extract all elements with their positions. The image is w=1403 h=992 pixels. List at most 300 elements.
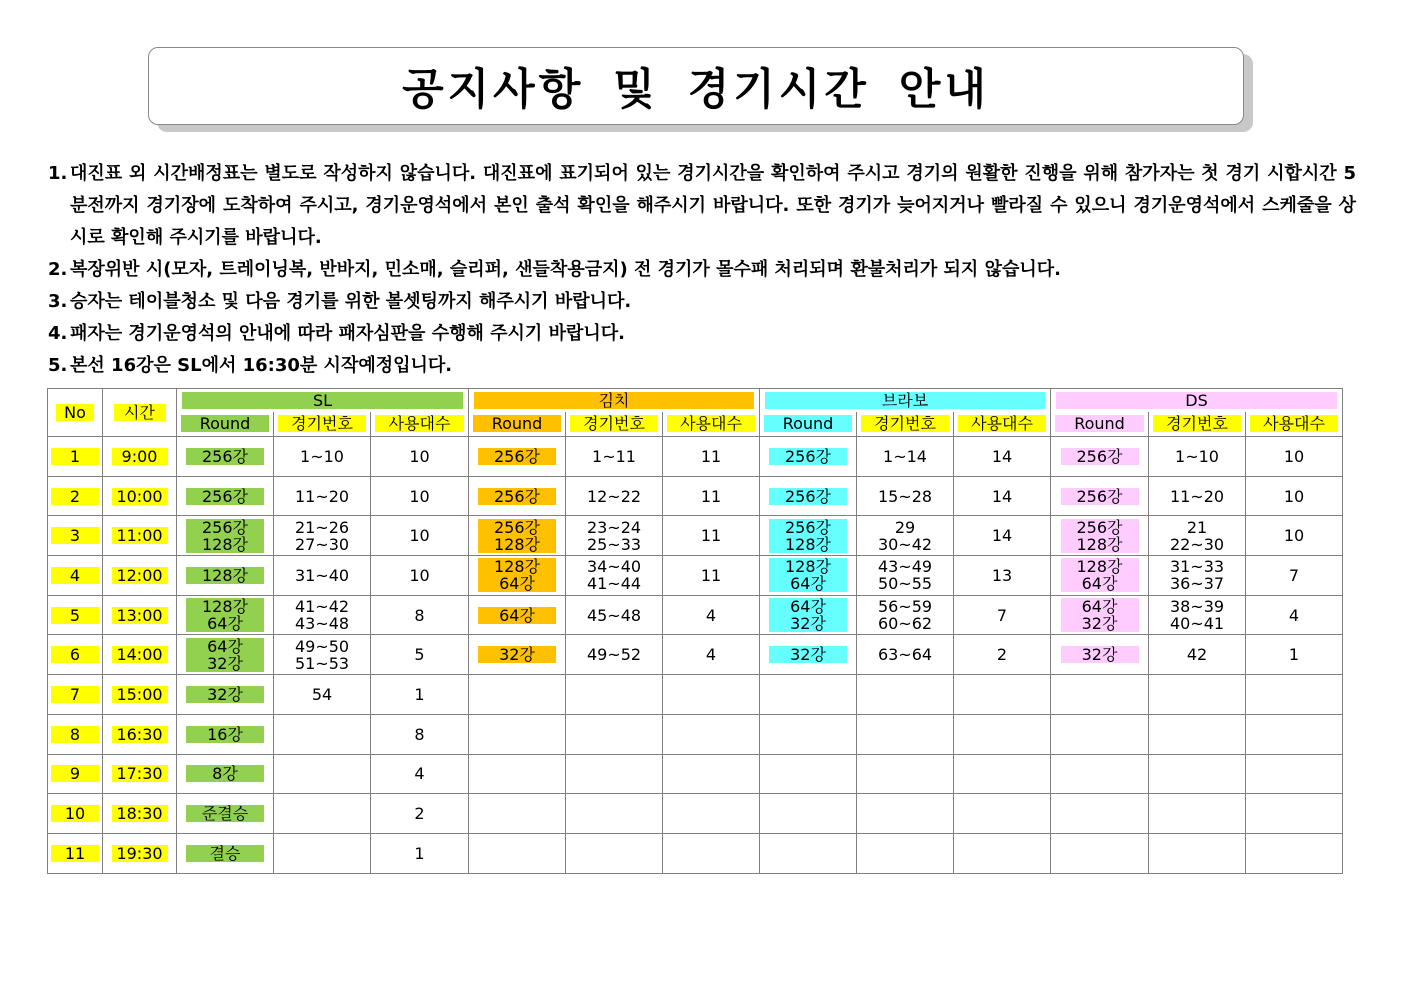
table-count: 8: [414, 605, 425, 625]
match-cell: [1149, 595, 1246, 635]
sub-header-table-count: 사용대수: [375, 415, 464, 432]
round-value: 256강: [785, 446, 831, 466]
page-title: 공지사항 및 경기시간 안내: [402, 64, 990, 115]
time-cell: [103, 675, 177, 715]
sub-header-round: Round: [473, 415, 561, 432]
table-count: 10: [409, 565, 430, 585]
row-number: 4: [51, 567, 99, 584]
table-count-cell: [663, 675, 760, 715]
table-count-cell: [663, 833, 760, 873]
no-cell: [48, 437, 103, 477]
notice-number: 3.: [48, 291, 68, 312]
table-count-cell: [663, 635, 760, 675]
time-cell: [103, 714, 177, 754]
match-cell: [857, 833, 954, 873]
sub-header-cell: [1051, 412, 1149, 437]
match-cell: [274, 635, 371, 675]
round-badge: [1061, 646, 1139, 663]
notice-number: 5.: [48, 355, 68, 376]
match-range: 38~39: [1169, 597, 1225, 617]
time-cell: [103, 794, 177, 834]
table-count-cell: [1246, 476, 1343, 516]
notice-number: 1.: [48, 163, 68, 184]
table-row: [48, 754, 1343, 794]
table-count: 14: [991, 446, 1013, 466]
group-header-2: 김치: [474, 392, 754, 409]
match-range: 11~20: [294, 486, 350, 506]
round-cell: [1051, 794, 1149, 834]
round-badge: [186, 448, 264, 465]
sub-header-cell: [663, 412, 760, 437]
match-cell: [857, 437, 954, 477]
match-cell: [566, 635, 663, 675]
match-range: 56~59: [877, 597, 933, 617]
table-count: 14: [991, 486, 1013, 506]
round-value: 128강: [785, 557, 831, 577]
round-badge: [769, 646, 847, 663]
round-value: 256강: [785, 517, 831, 537]
notice-text: 대진표 외 시간배정표는 별도로 작성하지 않습니다. 대진표에 표기되어 있는 경기시간을 확인하여 주시고 경기의 원활한 진행을 위해 참가자는 첫 경기 시합시간 5분전까지 경기장에 도착하여 주시고, 경기운영석에서 본인 출석 확인을 해주시기 바랍니다. 또한 경기가 늦어지거나 빨라질 수 있으니 경기운영석에서 스케줄을 상시로 확인해 주시기를 바랍니다.: [70, 163, 1356, 248]
round-value: 128강: [202, 597, 248, 617]
round-cell: [1051, 595, 1149, 635]
row-time: 18:30: [112, 805, 168, 822]
table-count: 4: [705, 645, 717, 665]
round-value: 128강: [202, 565, 248, 585]
match-cell: [857, 714, 954, 754]
sub-header-table-count: 사용대수: [1250, 415, 1338, 432]
match-cell: [1149, 556, 1246, 596]
round-value: 128강: [1076, 557, 1123, 577]
notice-number: 4.: [48, 323, 68, 344]
round-badge: [769, 488, 847, 505]
title-box: [148, 47, 1244, 125]
time-header: 시간: [114, 404, 166, 421]
row-time: 17:30: [112, 765, 168, 782]
match-range: 43~49: [877, 557, 933, 577]
match-cell: [1149, 675, 1246, 715]
table-count-cell: [371, 476, 469, 516]
table-count: 2: [414, 804, 425, 824]
round-badge: [478, 607, 556, 624]
header-row-sub: [48, 412, 1343, 437]
match-cell: [566, 556, 663, 596]
table-row: [48, 556, 1343, 596]
match-range: 50~55: [877, 574, 933, 594]
match-range: 22~30: [1169, 534, 1225, 554]
match-range: 11~20: [1169, 486, 1225, 506]
match-range: 30~42: [877, 534, 933, 554]
match-range: 29: [894, 517, 916, 537]
notice-item: [48, 158, 1356, 254]
time-cell: [103, 635, 177, 675]
round-badge: [186, 488, 264, 505]
table-count-cell: [954, 595, 1051, 635]
table-count-cell: [1246, 437, 1343, 477]
round-value: 128강: [785, 534, 831, 554]
notice-text: 승자는 테이블청소 및 다음 경기를 위한 볼셋팅까지 해주시기 바랍니다.: [70, 291, 632, 312]
round-cell: [1051, 437, 1149, 477]
match-cell: [274, 675, 371, 715]
match-cell: [1149, 833, 1246, 873]
table-count-cell: [954, 794, 1051, 834]
round-cell: [760, 794, 857, 834]
round-badge: [186, 765, 264, 782]
no-header-cell: [48, 389, 103, 437]
match-range: 54: [311, 684, 333, 704]
row-time: 13:00: [112, 607, 168, 624]
table-count-cell: [1246, 714, 1343, 754]
table-count-cell: [1246, 794, 1343, 834]
match-cell: [857, 754, 954, 794]
table-count-cell: [954, 635, 1051, 675]
notice-text: 패자는 경기운영석의 안내에 따라 패자심판을 수행해 주시기 바랍니다.: [70, 323, 625, 344]
round-value: 256강: [494, 517, 540, 537]
sub-header-cell: [371, 412, 469, 437]
table-count-cell: [371, 595, 469, 635]
match-cell: [857, 675, 954, 715]
round-cell: [760, 635, 857, 675]
round-badge: [478, 558, 556, 592]
no-cell: [48, 516, 103, 556]
table-count-cell: [1246, 516, 1343, 556]
round-badge: [1061, 488, 1139, 505]
round-value: 256강: [785, 486, 831, 506]
notice-text: 복장위반 시(모자, 트레이닝복, 반바지, 민소매, 슬리퍼, 샌들착용금지) 전 경기가 몰수패 처리되며 환불처리가 되지 않습니다.: [70, 259, 1061, 280]
round-cell: [1051, 516, 1149, 556]
round-value: 16강: [207, 724, 243, 744]
round-cell: [469, 833, 566, 873]
match-cell: [857, 476, 954, 516]
round-badge: [769, 598, 847, 632]
no-cell: [48, 794, 103, 834]
round-cell: [1051, 675, 1149, 715]
match-cell: [857, 635, 954, 675]
round-cell: [177, 516, 274, 556]
sub-header-round: Round: [181, 415, 269, 432]
round-badge: [769, 448, 847, 465]
no-cell: [48, 476, 103, 516]
round-value: 256강: [494, 446, 540, 466]
group-header-cell: [469, 389, 760, 412]
round-cell: [469, 714, 566, 754]
table-count-cell: [663, 714, 760, 754]
round-badge: [1061, 519, 1139, 553]
time-cell: [103, 516, 177, 556]
match-range: 51~53: [294, 653, 350, 673]
table-count: 13: [991, 565, 1013, 585]
time-cell: [103, 595, 177, 635]
match-cell: [1149, 754, 1246, 794]
table-count: 11: [700, 565, 722, 585]
row-time: 16:30: [112, 726, 168, 743]
match-cell: [1149, 635, 1246, 675]
round-cell: [177, 437, 274, 477]
round-value: 128강: [202, 534, 248, 554]
round-value: 256강: [202, 446, 248, 466]
sub-header-cell: [857, 412, 954, 437]
table-count: 10: [1283, 526, 1305, 546]
match-range: 60~62: [877, 614, 933, 634]
round-value: 64강: [207, 614, 243, 634]
match-cell: [274, 833, 371, 873]
match-cell: [1149, 714, 1246, 754]
no-header: No: [56, 404, 94, 421]
sub-header-cell: [954, 412, 1051, 437]
match-cell: [566, 754, 663, 794]
round-value: 256강: [202, 517, 248, 537]
sub-header-table-count: 사용대수: [667, 415, 755, 432]
match-range: 27~30: [294, 534, 350, 554]
match-cell: [566, 675, 663, 715]
match-range: 63~64: [877, 645, 933, 665]
round-badge: [769, 519, 847, 553]
round-value: 64강: [1081, 597, 1118, 617]
round-value: 32강: [207, 653, 243, 673]
sub-header-round: Round: [764, 415, 852, 432]
round-cell: [1051, 833, 1149, 873]
round-cell: [1051, 714, 1149, 754]
row-time: 15:00: [112, 686, 168, 703]
round-value: 256강: [494, 486, 540, 506]
match-range: 25~33: [586, 534, 642, 554]
table-count-cell: [371, 635, 469, 675]
round-value: 128강: [494, 534, 540, 554]
row-time: 12:00: [112, 567, 168, 584]
notice-item: [48, 318, 1356, 350]
table-count: 14: [991, 526, 1013, 546]
table-row: [48, 675, 1343, 715]
sub-header-cell: [566, 412, 663, 437]
row-time: 14:00: [112, 646, 168, 663]
row-number: 6: [51, 646, 99, 663]
round-cell: [1051, 635, 1149, 675]
match-cell: [566, 476, 663, 516]
round-value: 32강: [1081, 614, 1118, 634]
sub-header-match-no: 경기번호: [861, 415, 949, 432]
sub-header-cell: [274, 412, 371, 437]
sub-header-cell: [760, 412, 857, 437]
round-cell: [469, 675, 566, 715]
match-cell: [274, 437, 371, 477]
round-cell: [1051, 476, 1149, 516]
match-range: 23~24: [586, 517, 642, 537]
group-header-cell: [177, 389, 469, 412]
group-header-4: DS: [1056, 392, 1337, 409]
match-cell: [566, 437, 663, 477]
table-row: [48, 595, 1343, 635]
round-cell: [177, 595, 274, 635]
notice-number: 2.: [48, 259, 68, 280]
match-cell: [566, 794, 663, 834]
table-count-cell: [954, 437, 1051, 477]
sub-header-round: Round: [1055, 415, 1144, 432]
table-count-cell: [663, 794, 760, 834]
round-badge: [478, 488, 556, 505]
match-range: 21~26: [294, 517, 350, 537]
table-count-cell: [371, 754, 469, 794]
table-count-cell: [954, 516, 1051, 556]
no-cell: [48, 754, 103, 794]
round-cell: [177, 556, 274, 596]
round-badge: [1061, 598, 1139, 632]
table-count-cell: [954, 476, 1051, 516]
row-time: 10:00: [112, 488, 168, 505]
round-cell: [469, 754, 566, 794]
table-count-cell: [954, 675, 1051, 715]
round-cell: [760, 714, 857, 754]
table-count-cell: [663, 754, 760, 794]
table-row: [48, 437, 1343, 477]
round-cell: [177, 794, 274, 834]
table-count-cell: [954, 833, 1051, 873]
table-count-cell: [663, 595, 760, 635]
row-number: 11: [51, 845, 99, 862]
match-cell: [566, 595, 663, 635]
table-count-cell: [371, 714, 469, 754]
match-cell: [274, 794, 371, 834]
round-cell: [469, 476, 566, 516]
match-range: 43~48: [294, 614, 350, 634]
round-cell: [469, 516, 566, 556]
table-count-cell: [1246, 556, 1343, 596]
table-count: 10: [409, 526, 430, 546]
round-cell: [760, 595, 857, 635]
table-count: 7: [996, 605, 1008, 625]
round-badge: [186, 805, 264, 822]
row-number: 8: [51, 726, 99, 743]
match-cell: [857, 516, 954, 556]
table-count: 4: [1288, 605, 1300, 625]
table-count-cell: [663, 556, 760, 596]
row-number: 2: [51, 488, 99, 505]
round-cell: [177, 635, 274, 675]
row-time: 11:00: [112, 527, 168, 544]
match-range: 1~11: [592, 446, 636, 466]
round-cell: [177, 833, 274, 873]
round-value: 32강: [207, 684, 243, 704]
sub-header-table-count: 사용대수: [958, 415, 1046, 432]
round-badge: [478, 448, 556, 465]
round-value: 결승: [209, 843, 241, 863]
table-count-cell: [371, 437, 469, 477]
round-value: 64강: [207, 636, 243, 656]
no-cell: [48, 595, 103, 635]
round-badge: [186, 726, 264, 743]
round-cell: [469, 595, 566, 635]
table-count-cell: [954, 556, 1051, 596]
sub-header-cell: [1246, 412, 1343, 437]
match-range: 1~10: [300, 446, 344, 466]
round-badge: [186, 845, 264, 862]
match-range: 42: [1186, 645, 1208, 665]
match-range: 12~22: [586, 486, 642, 506]
round-cell: [760, 833, 857, 873]
round-value: 64강: [499, 574, 535, 594]
table-count: 1: [1288, 645, 1300, 665]
table-count: 10: [409, 446, 430, 466]
round-cell: [177, 675, 274, 715]
time-cell: [103, 754, 177, 794]
table-row: [48, 476, 1343, 516]
table-count-cell: [371, 833, 469, 873]
no-cell: [48, 556, 103, 596]
table-count-cell: [954, 714, 1051, 754]
table-count: 1: [414, 684, 425, 704]
table-row: [48, 516, 1343, 556]
round-badge: [1061, 448, 1139, 465]
match-range: 40~41: [1169, 614, 1225, 634]
match-range: 36~37: [1169, 574, 1225, 594]
no-cell: [48, 714, 103, 754]
round-cell: [760, 437, 857, 477]
header-row-groups: [48, 389, 1343, 412]
round-value: 256강: [202, 486, 248, 506]
sub-header-cell: [177, 412, 274, 437]
table-count: 4: [705, 605, 717, 625]
table-count-cell: [954, 754, 1051, 794]
match-cell: [566, 714, 663, 754]
round-value: 64강: [790, 597, 826, 617]
group-header-1: SL: [182, 392, 463, 409]
row-number: 10: [51, 805, 99, 822]
match-range: 41~42: [294, 597, 350, 617]
table-count: 10: [1283, 446, 1305, 466]
time-header-cell: [103, 389, 177, 437]
match-cell: [857, 556, 954, 596]
round-value: 256강: [1076, 486, 1123, 506]
row-number: 5: [51, 607, 99, 624]
table-count: 1: [414, 843, 425, 863]
table-row: [48, 833, 1343, 873]
round-badge: [186, 638, 264, 672]
round-value: 32강: [1081, 645, 1118, 665]
match-cell: [274, 476, 371, 516]
match-cell: [274, 556, 371, 596]
round-badge: [186, 686, 264, 703]
match-cell: [857, 595, 954, 635]
match-cell: [857, 794, 954, 834]
match-range: 49~50: [294, 636, 350, 656]
table-count-cell: [371, 675, 469, 715]
round-cell: [469, 635, 566, 675]
round-badge: [1061, 558, 1139, 592]
match-range: 41~44: [586, 574, 642, 594]
no-cell: [48, 635, 103, 675]
round-cell: [177, 754, 274, 794]
row-number: 7: [51, 686, 99, 703]
match-cell: [1149, 437, 1246, 477]
match-range: 31~33: [1169, 557, 1225, 577]
time-cell: [103, 476, 177, 516]
table-count: 11: [700, 526, 722, 546]
table-count: 8: [414, 724, 425, 744]
table-count: 10: [409, 486, 430, 506]
table-count-cell: [663, 516, 760, 556]
table-count: 2: [996, 645, 1008, 665]
match-cell: [1149, 794, 1246, 834]
row-number: 3: [51, 527, 99, 544]
schedule-table: [47, 388, 1343, 874]
match-range: 1~14: [883, 446, 927, 466]
match-range: 15~28: [877, 486, 933, 506]
match-range: 1~10: [1175, 446, 1219, 466]
round-cell: [469, 556, 566, 596]
row-time: 9:00: [112, 448, 168, 465]
table-count-cell: [1246, 754, 1343, 794]
match-cell: [1149, 476, 1246, 516]
round-value: 64강: [790, 574, 826, 594]
table-row: [48, 714, 1343, 754]
